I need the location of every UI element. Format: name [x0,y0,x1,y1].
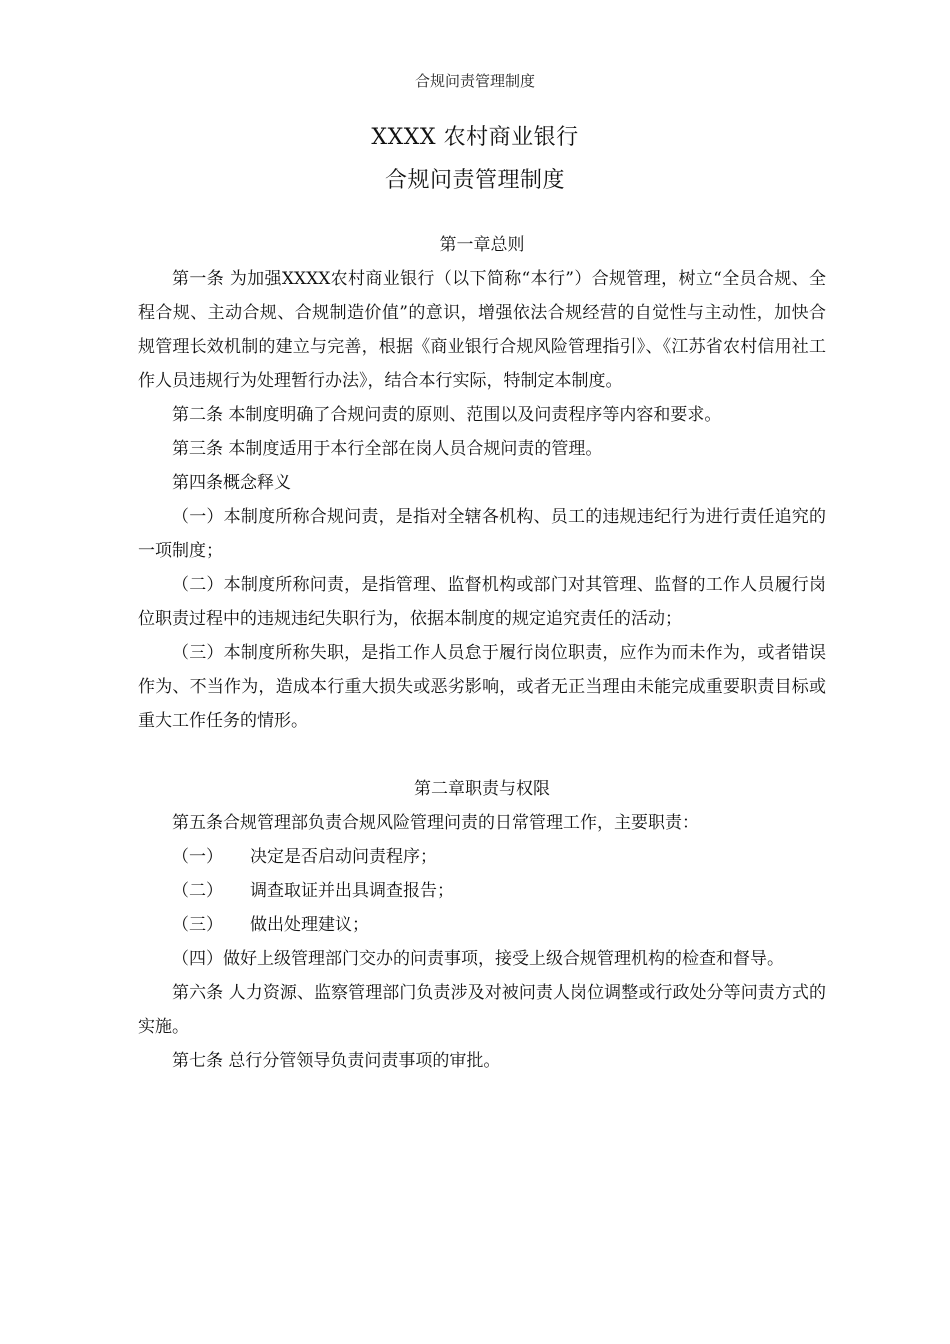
article-5: 第五条合规管理部负责合规风险管理问责的日常管理工作，主要职责： [172,813,699,833]
document-title: 合规问责管理制度 [384,168,565,193]
page-header: 合规问责管理制度 [414,72,535,90]
duty-item-number: （三） [172,915,223,935]
duty-item-number: （一） [172,847,223,867]
article-2: 第二条 本制度明确了合规问责的原则、范围以及问责程序等内容和要求。 [172,405,722,425]
duty-item [138,874,826,908]
chapter-2-heading: 第二章职责与权限 [414,779,550,799]
article-1: 第一条 为加强XXXX农村商业银行（以下简称“本行”）合规管理，树立“全员合规、全程合规、主动合规、合规制造价值”的意识，增强依法合规经营的自觉性与主动性，加快合规管理长效机制的建立与完善，根据《商业银行合规风险管理指引》、《江苏省农村信用社工作人员违规行为处理暂行办法》，结合本行实际，特制定本制度。 [138,269,826,391]
duty-item [138,908,826,942]
duty-item-text: 调查取证并出具调查报告； [250,881,454,901]
duty-item-4: （四）做好上级管理部门交办的问责事项，接受上级合规管理机构的检查和督导。 [172,949,784,969]
document-title-bank: XXXX 农村商业银行 [371,125,579,150]
article-7: 第七条 总行分管领导负责问责事项的审批。 [172,1051,501,1071]
article-3: 第三条 本制度适用于本行全部在岗人员合规问责的管理。 [172,439,603,459]
duty-item-number: （二） [172,881,223,901]
definition-1: （一）本制度所称合规问责，是指对全辖各机构、员工的违规违纪行为进行责任追究的一项制度； [138,507,826,561]
duty-item [138,840,826,874]
definition-3: （三）本制度所称失职，是指工作人员怠于履行岗位职责，应作为而未作为，或者错误作为、不当作为，造成本行重大损失或恶劣影响，或者无正当理由未能完成重要职责目标或重大工作任务的情形。 [138,643,826,731]
document-body [138,228,826,1078]
duty-item-text: 做出处理建议； [250,915,369,935]
article-4: 第四条概念释义 [172,473,291,493]
duty-item-text: 决定是否启动问责程序； [250,847,437,867]
definition-2: （二）本制度所称问责，是指管理、监督机构或部门对其管理、监督的工作人员履行岗位职责过程中的违规违纪失职行为，依据本制度的规定追究责任的活动； [138,575,826,629]
article-6: 第六条 人力资源、监察管理部门负责涉及对被问责人岗位调整或行政处分等问责方式的实施。 [138,983,826,1037]
chapter-1-heading: 第一章总则 [439,235,525,255]
